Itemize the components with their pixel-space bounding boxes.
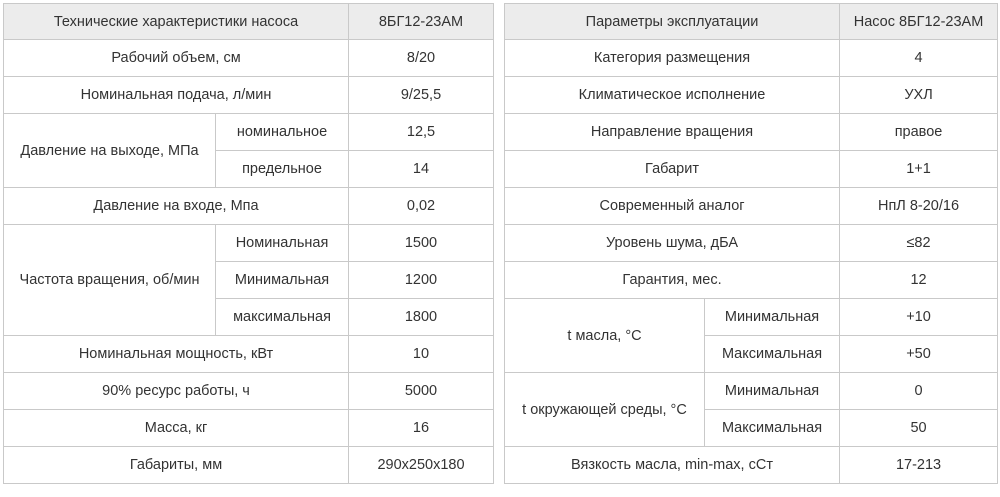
- table-row: [505, 151, 998, 188]
- row-label: Климатическое исполнение: [505, 77, 840, 114]
- row-value: 10: [349, 336, 494, 373]
- row-label: Габариты, мм: [4, 447, 349, 484]
- table-row: [505, 188, 998, 225]
- row-value: правое: [840, 114, 998, 151]
- group-label: Давление на выходе, МПа: [4, 114, 216, 188]
- row-label: Гарантия, мес.: [505, 262, 840, 299]
- row-value: 8/20: [349, 40, 494, 77]
- table-header-row: [505, 4, 998, 40]
- row-value: 16: [349, 410, 494, 447]
- row-value: 5000: [349, 373, 494, 410]
- row-label: Номинальная мощность, кВт: [4, 336, 349, 373]
- sub-label: Номинальная: [216, 225, 349, 262]
- table-row: [505, 447, 998, 484]
- pump-specs-table: [3, 3, 494, 484]
- row-label: Рабочий объем, см: [4, 40, 349, 77]
- sub-label: Минимальная: [216, 262, 349, 299]
- table-row: [4, 447, 494, 484]
- row-value: +10: [840, 299, 998, 336]
- row-value: 12,5: [349, 114, 494, 151]
- table-row: [4, 188, 494, 225]
- sub-label: номинальное: [216, 114, 349, 151]
- row-label: Масса, кг: [4, 410, 349, 447]
- row-value: +50: [840, 336, 998, 373]
- row-value: 12: [840, 262, 998, 299]
- row-value: 9/25,5: [349, 77, 494, 114]
- operating-params-table: [504, 3, 998, 484]
- row-label: Категория размещения: [505, 40, 840, 77]
- sub-label: предельное: [216, 151, 349, 188]
- table-row: [505, 225, 998, 262]
- group-label: t масла, °С: [505, 299, 705, 373]
- row-value: 1200: [349, 262, 494, 299]
- table-row: [505, 262, 998, 299]
- table-row: [505, 299, 998, 336]
- row-label: Вязкость масла, min-max, сСт: [505, 447, 840, 484]
- table-row: [505, 77, 998, 114]
- table-header-row: [4, 4, 494, 40]
- row-value: УХЛ: [840, 77, 998, 114]
- group-label: Частота вращения, об/мин: [4, 225, 216, 336]
- row-label: 90% ресурс работы, ч: [4, 373, 349, 410]
- row-label: Уровень шума, дБА: [505, 225, 840, 262]
- row-value: 50: [840, 410, 998, 447]
- row-value: 1800: [349, 299, 494, 336]
- table-row: [4, 410, 494, 447]
- table-row: [4, 77, 494, 114]
- table-row: [505, 114, 998, 151]
- row-label: Габарит: [505, 151, 840, 188]
- table-row: [4, 225, 494, 262]
- header-cell: Параметры эксплуатации: [505, 4, 840, 40]
- table-row: [505, 373, 998, 410]
- row-value: 1+1: [840, 151, 998, 188]
- row-label: Направление вращения: [505, 114, 840, 151]
- group-label: t окружающей среды, °С: [505, 373, 705, 447]
- table-row: [4, 336, 494, 373]
- sub-label: Максимальная: [705, 410, 840, 447]
- row-value: 290x250x180: [349, 447, 494, 484]
- table-row: [4, 373, 494, 410]
- table-row: [505, 40, 998, 77]
- header-cell: 8БГ12-23АМ: [349, 4, 494, 40]
- header-cell: Технические характеристики насоса: [4, 4, 349, 40]
- row-value: 14: [349, 151, 494, 188]
- header-cell: Насос 8БГ12-23АМ: [840, 4, 998, 40]
- sub-label: Минимальная: [705, 373, 840, 410]
- sub-label: максимальная: [216, 299, 349, 336]
- row-value: 0,02: [349, 188, 494, 225]
- row-value: 17-213: [840, 447, 998, 484]
- sub-label: Максимальная: [705, 336, 840, 373]
- table-row: [4, 114, 494, 151]
- row-value: 1500: [349, 225, 494, 262]
- row-label: Давление на входе, Мпа: [4, 188, 349, 225]
- row-value: 4: [840, 40, 998, 77]
- row-label: Номинальная подача, л/мин: [4, 77, 349, 114]
- row-value: НпЛ 8-20/16: [840, 188, 998, 225]
- row-value: 0: [840, 373, 998, 410]
- row-label: Современный аналог: [505, 188, 840, 225]
- sub-label: Минимальная: [705, 299, 840, 336]
- row-value: ≤82: [840, 225, 998, 262]
- table-row: [4, 40, 494, 77]
